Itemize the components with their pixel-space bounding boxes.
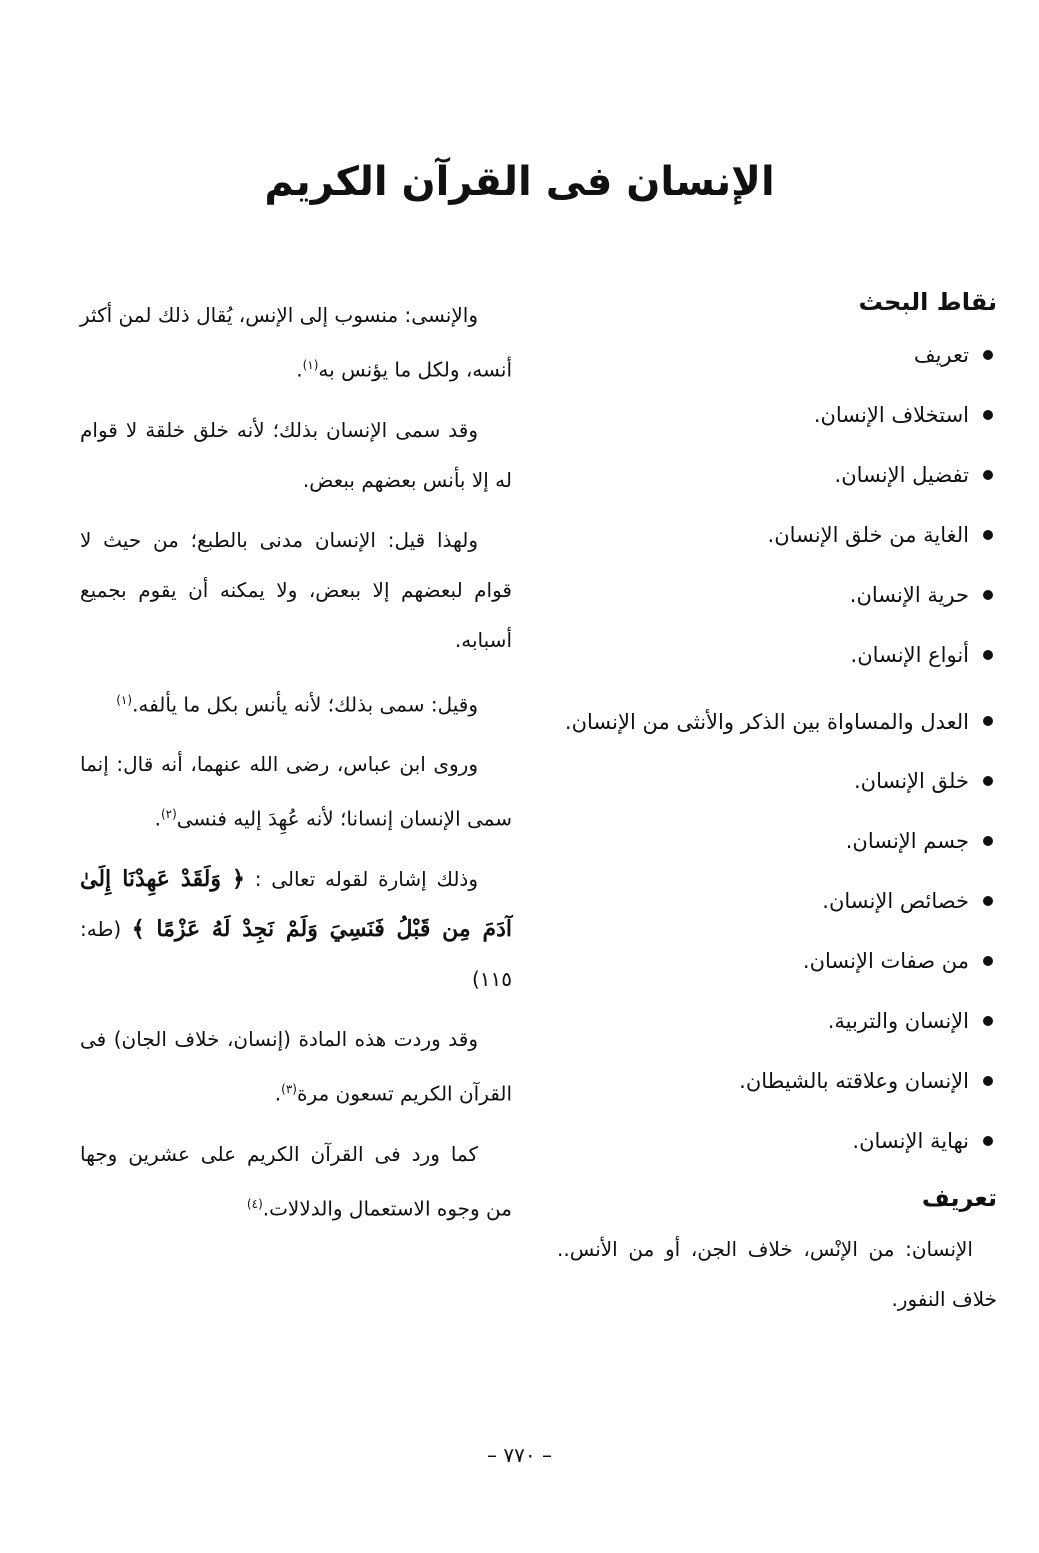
footnote-ref: (٣) (281, 1081, 297, 1096)
bullet-icon (983, 776, 993, 786)
definition-paragraph: الإنسان: من الإنْس، خلاف الجن، أو من الأنس.. خلاف النفور. (557, 1237, 997, 1311)
footnote-ref: (٢) (160, 807, 177, 822)
paragraph-text: ولهذا قيل: الإنسان مدنى بالطبع؛ من حيث لا قوام لبعضهم إلا ببعض، ولا يمكنه أن يقوم بجميع أسبابه. (80, 527, 512, 652)
list-item-label: خلق الإنسان. (853, 769, 969, 793)
list-item-label: حرية الإنسان. (849, 583, 969, 607)
points-heading: نقاط البحث (858, 288, 997, 316)
quran-paragraph (80, 854, 512, 1004)
list-item-label: تفضيل الإنسان. (834, 463, 969, 487)
right-column (557, 282, 997, 1324)
quran-verse: ﴿ وَلَقَدْ عَهِدْنَا إِلَىٰ آدَمَ مِن قَبْلُ فَنَسِيَ وَلَمْ نَجِدْ لَهُ عَزْمًا ﴾ (80, 865, 512, 942)
paragraph-tail: . (274, 1081, 282, 1106)
research-points-list (557, 340, 997, 1156)
list-item (557, 946, 997, 976)
definition-heading: تعريف (921, 1184, 997, 1212)
paragraph-text: وقد وردت هذه المادة (إنسان، خلاف الجان) فى القرآن الكريم تسعون مرة (80, 1026, 512, 1106)
bullet-icon (983, 836, 993, 846)
list-item-label: الغاية من خلق الإنسان. (767, 523, 969, 547)
page-title: الإنسان فى القرآن الكريم (264, 159, 775, 205)
bullet-icon (983, 1016, 993, 1026)
verse-citation: (طه: ١١٥) (80, 916, 512, 991)
paragraph-text: كما ورد فى القرآن الكريم على عشرين وجها من وجوه الاستعمال والدلالات. (80, 1141, 512, 1221)
list-item-label: الإنسان وعلاقته بالشيطان. (739, 1069, 969, 1093)
list-item (557, 826, 997, 856)
list-item (557, 1126, 997, 1156)
bullet-icon (983, 1136, 993, 1146)
body-paragraph (80, 1014, 512, 1119)
paragraph-tail: . (296, 357, 303, 382)
left-column (80, 290, 512, 1243)
list-item-label: جسم الإنسان. (845, 829, 969, 853)
list-item-label: من صفات الإنسان. (802, 949, 969, 973)
list-item (557, 520, 997, 550)
list-item-label: أنواع الإنسان. (850, 643, 969, 667)
list-item (557, 886, 997, 916)
footnote-ref: (١) (302, 358, 319, 372)
list-item (557, 400, 997, 430)
list-item (557, 640, 997, 670)
bullet-icon (983, 590, 993, 600)
bullet-icon (983, 650, 993, 660)
list-item (557, 1066, 997, 1096)
bullet-icon (983, 716, 993, 726)
body-paragraph (80, 739, 512, 844)
paragraph-text: وقد سمى الإنسان بذلك؛ لأنه خلق خلقة لا قوام له إلا بأنس بعضهم ببعض. (80, 417, 512, 492)
bullet-icon (983, 896, 993, 906)
list-item (557, 340, 997, 370)
bullet-icon (983, 470, 993, 480)
list-item (557, 766, 997, 796)
body-paragraph (80, 290, 512, 395)
body-paragraph (80, 675, 512, 730)
list-item-label: استخلاف الإنسان. (813, 403, 969, 427)
list-item (557, 580, 997, 610)
page-number: – ٧٧٠ – (487, 1443, 552, 1467)
bullet-icon (983, 956, 993, 966)
list-item (557, 460, 997, 490)
body-paragraph (80, 515, 512, 665)
list-item-label: الإنسان والتربية. (827, 1009, 969, 1033)
paragraph-text: والإنسى: منسوب إلى الإنس، يُقال ذلك لمن أكثر أنسه، ولكل ما يؤنس به (80, 303, 512, 382)
bullet-icon (983, 410, 993, 420)
body-paragraph (80, 405, 512, 505)
paragraph-text: وقيل: سمى بذلك؛ لأنه يأنس بكل ما يألفه. (132, 692, 478, 717)
list-item (557, 1006, 997, 1036)
list-item-label: خصائص الإنسان. (822, 889, 969, 913)
list-item-label: تعريف (913, 343, 969, 367)
bullet-icon (983, 530, 993, 540)
list-item (557, 700, 997, 744)
footnote-ref: (١) (116, 692, 133, 707)
bullet-icon (983, 350, 993, 360)
paragraph-text: وروى ابن عباس، رضى الله عنهما، أنه قال: إنما سمى الإنسان إنسانا؛ لأنه عُهِدَ إليه فنسى (80, 752, 512, 831)
footnote-ref: (٤) (246, 1196, 263, 1211)
list-item-label: نهاية الإنسان. (852, 1129, 969, 1153)
body-paragraph (80, 1129, 512, 1234)
paragraph-text: وذلك إشارة لقوله تعالى : (254, 866, 478, 891)
bullet-icon (983, 1076, 993, 1086)
list-item-label: العدل والمساواة بين الذكر والأنثى من الإنسان. (564, 710, 969, 734)
paragraph-tail: . (154, 806, 161, 831)
